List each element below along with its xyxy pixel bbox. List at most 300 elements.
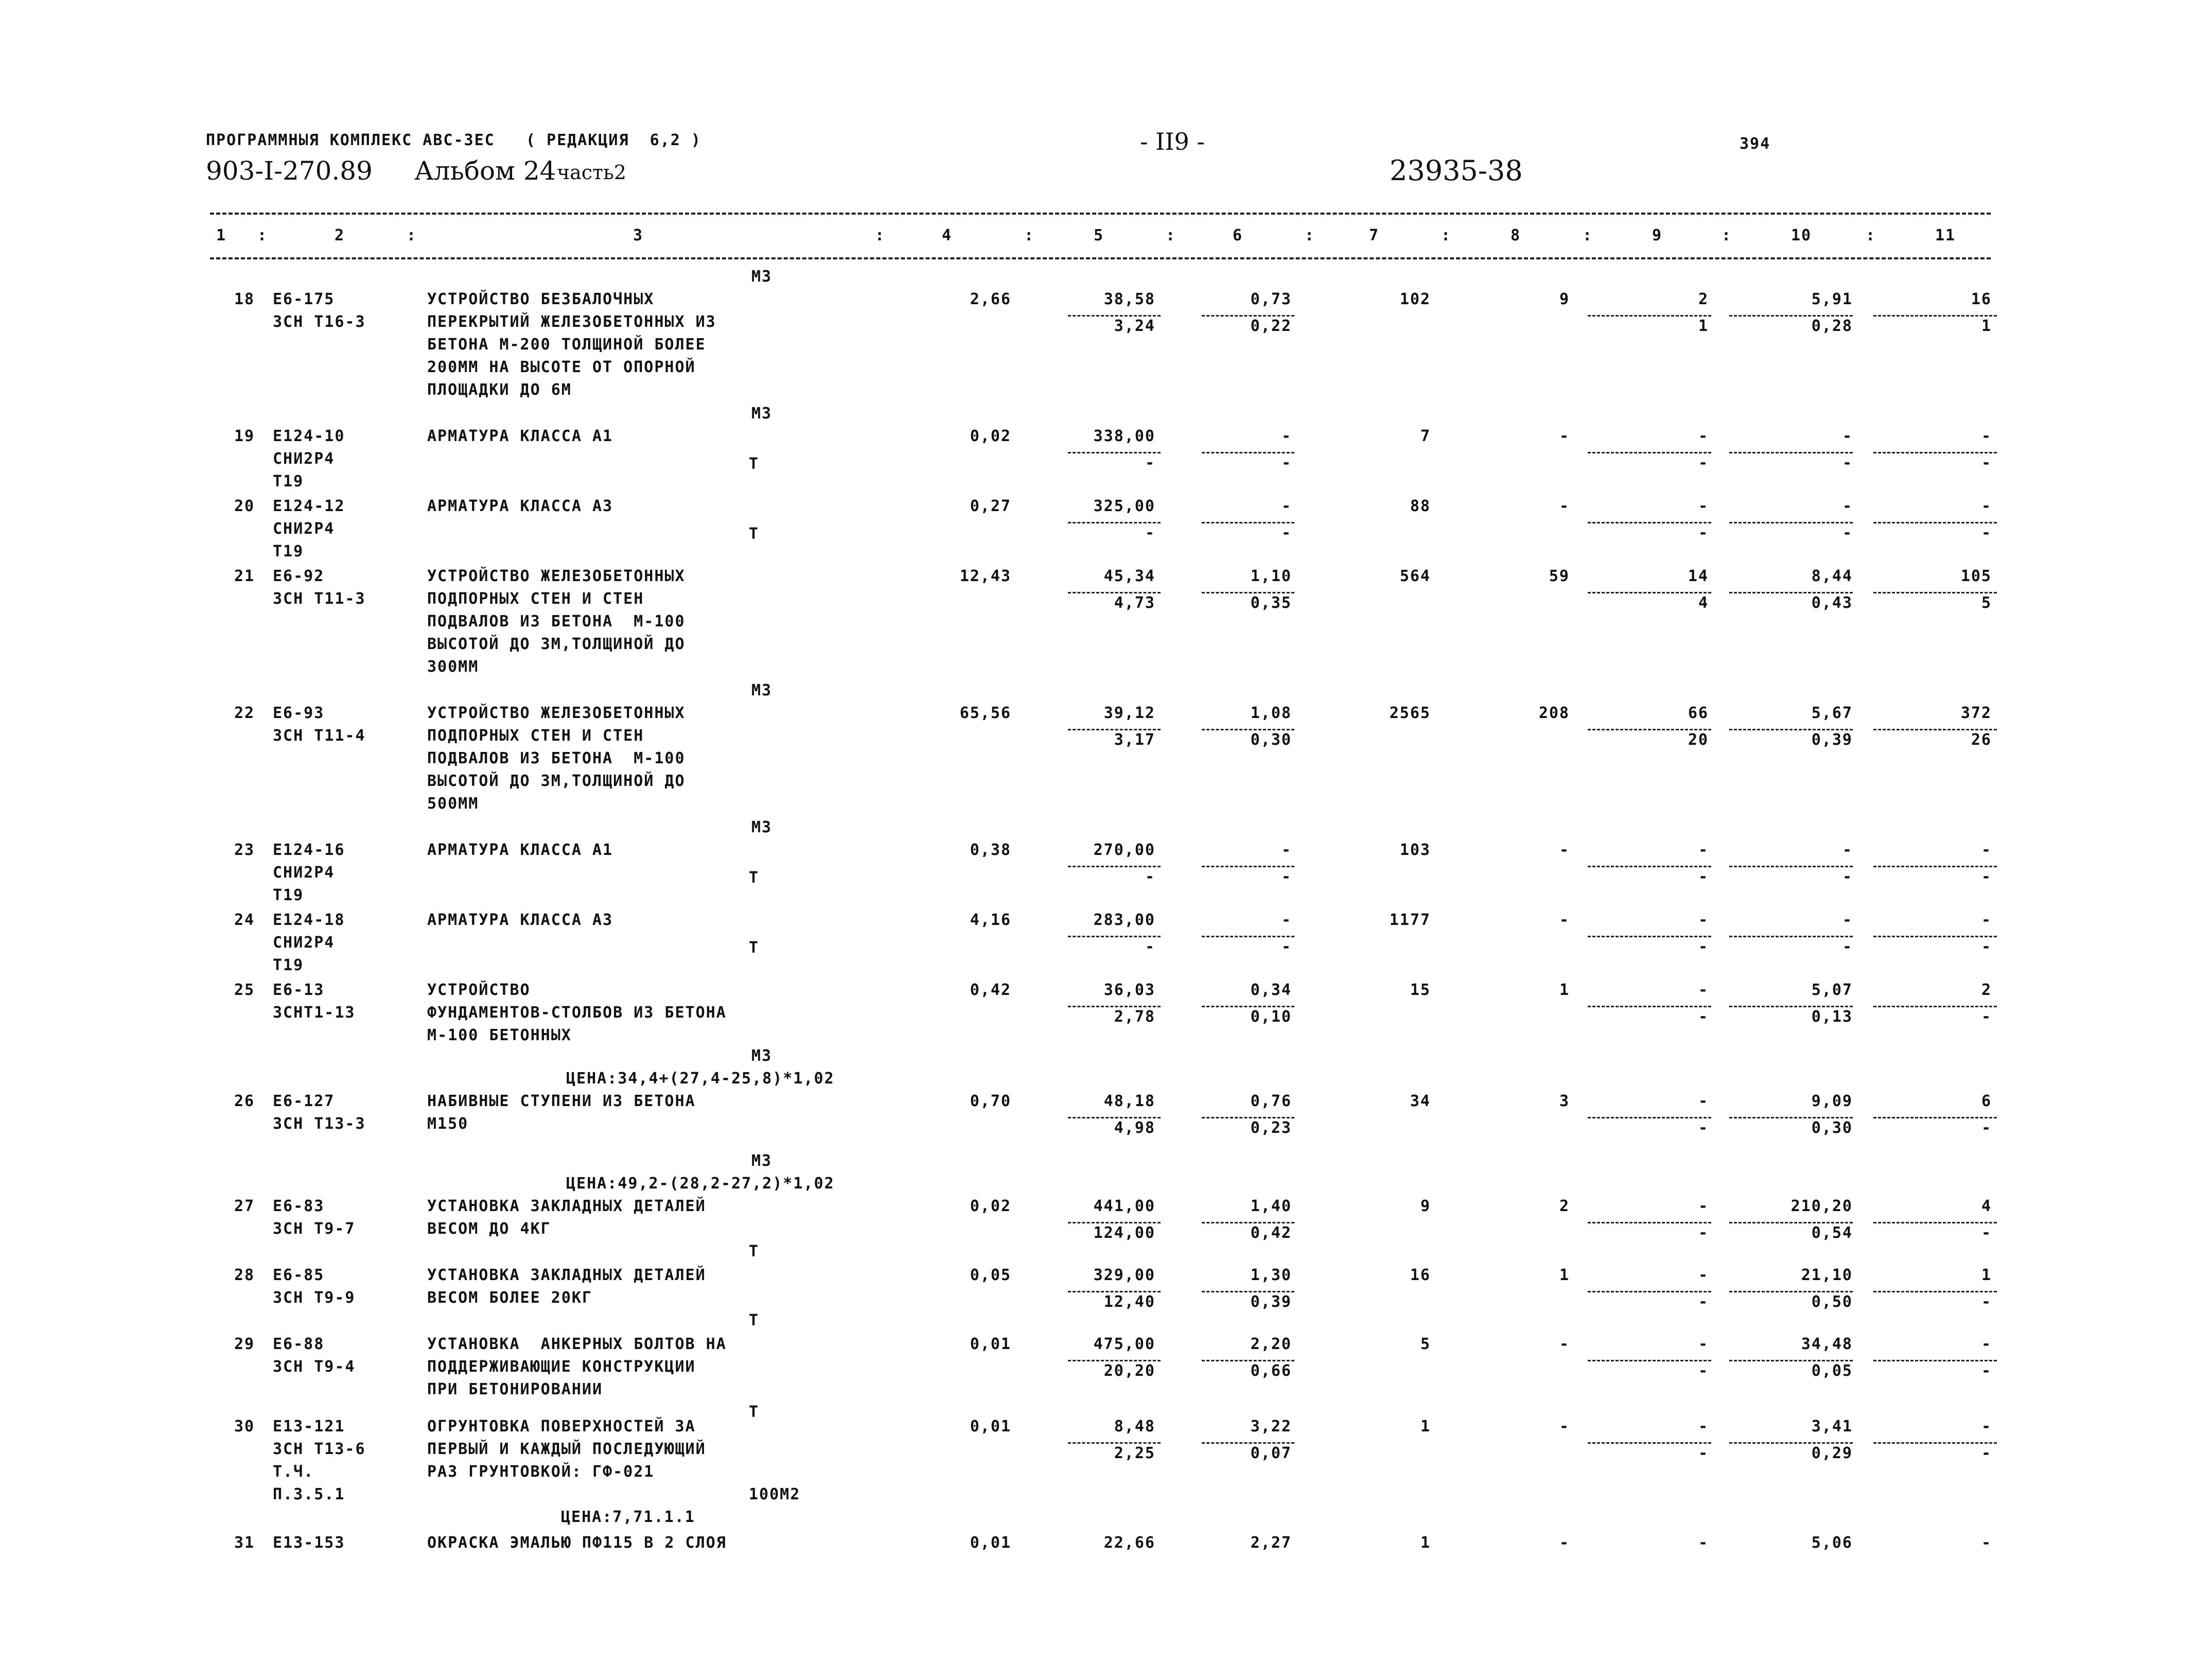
quantity: 0,05 bbox=[970, 1266, 1011, 1284]
machine-cost: - bbox=[1698, 981, 1709, 999]
total-labor: - bbox=[1981, 454, 1992, 472]
total-cost: 102 bbox=[1399, 290, 1431, 308]
rate-code: Е6-92 bbox=[273, 567, 325, 585]
total-labor: - bbox=[1981, 1444, 1992, 1462]
work-description: УСТАНОВКА ЗАКЛАДНЫХ ДЕТАЛЕЙ bbox=[427, 1197, 706, 1215]
rate-code: ЗСН Т9-7 bbox=[273, 1220, 356, 1238]
rate-code: Е6-83 bbox=[273, 1197, 325, 1215]
labor-cost: 0,30 bbox=[1811, 1119, 1853, 1137]
unit-cost-wage: - bbox=[1281, 868, 1292, 886]
part-label: часть2 bbox=[557, 161, 626, 184]
rate-code: Т19 bbox=[273, 472, 304, 491]
machine-cost: 20 bbox=[1688, 731, 1709, 749]
total-cost: 88 bbox=[1410, 497, 1431, 515]
total-wage: 9 bbox=[1559, 290, 1570, 308]
total-wage: - bbox=[1559, 1534, 1570, 1552]
work-description: М-100 БЕТОННЫХ bbox=[427, 1026, 572, 1044]
work-description: ПЕРЕКРЫТИЙ ЖЕЛЕЗОБЕТОННЫХ ИЗ bbox=[427, 313, 716, 331]
work-description: НАБИВНЫЕ СТУПЕНИ ИЗ БЕТОНА bbox=[427, 1092, 696, 1110]
column-separator: : bbox=[1166, 226, 1177, 244]
price-note: ЦЕНА:7,71.1.1 bbox=[561, 1508, 695, 1526]
unit-cost: 270,00 bbox=[1093, 841, 1155, 859]
row-number: 28 bbox=[234, 1266, 255, 1284]
unit-cost: 2,78 bbox=[1114, 1008, 1155, 1026]
total-labor: - bbox=[1981, 938, 1992, 956]
machine-cost: - bbox=[1698, 868, 1709, 886]
rate-code: Т19 bbox=[273, 886, 304, 904]
labor-cost: 0,13 bbox=[1811, 1008, 1853, 1026]
machine-cost: - bbox=[1698, 427, 1709, 445]
unit-cost: 283,00 bbox=[1093, 911, 1155, 929]
labor-cost: 21,10 bbox=[1801, 1266, 1853, 1284]
row-number: 25 bbox=[234, 981, 255, 999]
header-bottom-rule bbox=[210, 257, 1991, 259]
quantity: 0,27 bbox=[970, 497, 1011, 515]
machine-cost: - bbox=[1698, 1119, 1709, 1137]
unit-cost-wage: 0,39 bbox=[1250, 1293, 1292, 1311]
total-labor: 1 bbox=[1981, 1266, 1992, 1284]
rate-code: ЗСН Т13-6 bbox=[273, 1440, 366, 1458]
unit-label: 100М2 bbox=[749, 1485, 801, 1503]
machine-cost: - bbox=[1698, 524, 1709, 542]
labor-cost: - bbox=[1842, 868, 1853, 886]
column-separator: : bbox=[1305, 226, 1315, 244]
work-description: УСТРОЙСТВО bbox=[427, 981, 531, 999]
column-separator: : bbox=[1024, 226, 1035, 244]
rate-code: СНИ2Р4 bbox=[273, 864, 335, 882]
labor-cost: 0,39 bbox=[1811, 731, 1853, 749]
machine-cost: - bbox=[1698, 454, 1709, 472]
unit-cost: - bbox=[1145, 454, 1155, 472]
machine-cost: 1 bbox=[1698, 317, 1709, 335]
unit-cost: 3,17 bbox=[1114, 731, 1155, 749]
rate-code: Е6-85 bbox=[273, 1266, 325, 1284]
quantity: 0,38 bbox=[970, 841, 1011, 859]
row-number: 27 bbox=[234, 1197, 255, 1215]
column-header-7: 7 bbox=[1369, 226, 1380, 244]
quantity: 65,56 bbox=[959, 704, 1011, 722]
labor-cost: 9,09 bbox=[1811, 1092, 1853, 1110]
labor-cost: - bbox=[1842, 427, 1853, 445]
total-labor: 26 bbox=[1971, 731, 1992, 749]
column-separator: : bbox=[875, 226, 886, 244]
price-note: ЦЕНА:49,2-(28,2-27,2)*1,02 bbox=[566, 1175, 835, 1193]
row-number: 20 bbox=[234, 497, 255, 515]
rate-code: Е6-127 bbox=[273, 1092, 335, 1110]
machine-cost: - bbox=[1698, 1092, 1709, 1110]
work-description: ПОДДЕРЖИВАЮЩИЕ КОНСТРУКЦИИ bbox=[427, 1358, 696, 1376]
unit-label: М3 bbox=[751, 268, 773, 286]
row-number: 30 bbox=[234, 1417, 255, 1436]
unit-cost: 48,18 bbox=[1103, 1092, 1155, 1110]
unit-cost: 38,58 bbox=[1103, 290, 1155, 308]
unit-cost: 441,00 bbox=[1093, 1197, 1155, 1215]
total-wage: 1 bbox=[1559, 1266, 1570, 1284]
total-labor: - bbox=[1981, 868, 1992, 886]
total-cost: 103 bbox=[1399, 841, 1431, 859]
rate-code: Е124-10 bbox=[273, 427, 345, 445]
unit-cost-wage: - bbox=[1281, 454, 1292, 472]
total-wage: - bbox=[1559, 1335, 1570, 1353]
labor-cost: 0,43 bbox=[1811, 594, 1853, 612]
column-header-11: 11 bbox=[1935, 226, 1956, 244]
column-header-6: 6 bbox=[1233, 226, 1243, 244]
unit-cost-wage: 3,22 bbox=[1250, 1417, 1292, 1436]
total-labor: - bbox=[1981, 427, 1992, 445]
labor-cost: 0,29 bbox=[1811, 1444, 1853, 1462]
total-labor: - bbox=[1981, 841, 1992, 859]
work-description: АРМАТУРА КЛАССА А1 bbox=[427, 427, 613, 445]
rate-code: Е6-93 bbox=[273, 704, 325, 722]
work-description: АРМАТУРА КЛАССА А3 bbox=[427, 911, 613, 929]
rate-code: СНИ2Р4 bbox=[273, 450, 335, 468]
labor-cost: 210,20 bbox=[1791, 1197, 1853, 1215]
unit-cost-wage: 0,76 bbox=[1250, 1092, 1292, 1110]
total-labor: 1 bbox=[1981, 317, 1992, 335]
total-wage: - bbox=[1559, 841, 1570, 859]
rate-code: Т19 bbox=[273, 956, 304, 974]
unit-cost: - bbox=[1145, 868, 1155, 886]
unit-cost-wage: 0,66 bbox=[1250, 1362, 1292, 1380]
work-description: ПОДВАЛОВ ИЗ БЕТОНА М-100 bbox=[427, 612, 686, 631]
total-labor: - bbox=[1981, 911, 1992, 929]
work-description: ВЕСОМ БОЛЕЕ 20КГ bbox=[427, 1289, 592, 1307]
machine-cost: - bbox=[1698, 1444, 1709, 1462]
work-description: 500ММ bbox=[427, 795, 479, 813]
unit-cost: 475,00 bbox=[1093, 1335, 1155, 1353]
quantity: 0,02 bbox=[970, 1197, 1011, 1215]
unit-label: Т bbox=[749, 939, 760, 957]
unit-cost: 20,20 bbox=[1103, 1362, 1155, 1380]
work-description: 300ММ bbox=[427, 658, 479, 676]
total-wage: 59 bbox=[1549, 567, 1570, 585]
total-wage: - bbox=[1559, 1417, 1570, 1436]
work-description: РАЗ ГРУНТОВКОЙ: ГФ-021 bbox=[427, 1463, 655, 1481]
unit-cost: 39,12 bbox=[1103, 704, 1155, 722]
unit-cost-wage: 1,40 bbox=[1250, 1197, 1292, 1215]
sheet-number: 394 bbox=[1740, 135, 1771, 153]
total-wage: - bbox=[1559, 497, 1570, 515]
unit-cost-wage: 1,30 bbox=[1250, 1266, 1292, 1284]
unit-label: Т bbox=[749, 869, 760, 887]
rate-code: Е13-153 bbox=[273, 1534, 345, 1552]
unit-cost: - bbox=[1145, 938, 1155, 956]
rate-code: Т19 bbox=[273, 542, 304, 561]
machine-cost: - bbox=[1698, 841, 1709, 859]
total-labor: - bbox=[1981, 1008, 1992, 1026]
machine-cost: 4 bbox=[1698, 594, 1709, 612]
total-wage: - bbox=[1559, 427, 1570, 445]
machine-cost: - bbox=[1698, 1008, 1709, 1026]
unit-cost-wage: - bbox=[1281, 911, 1292, 929]
unit-label: Т bbox=[749, 1311, 760, 1329]
labor-cost: 5,67 bbox=[1811, 704, 1853, 722]
total-cost: 9 bbox=[1420, 1197, 1431, 1215]
total-cost: 15 bbox=[1410, 981, 1431, 999]
unit-cost-wage: - bbox=[1281, 841, 1292, 859]
machine-cost: 2 bbox=[1698, 290, 1709, 308]
work-description: БЕТОНА М-200 ТОЛЩИНОЙ БОЛЕЕ bbox=[427, 336, 706, 354]
work-description: М150 bbox=[427, 1115, 469, 1133]
machine-cost: - bbox=[1698, 1534, 1709, 1552]
unit-cost-wage: 0,10 bbox=[1250, 1008, 1292, 1026]
rate-code: СНИ2Р4 bbox=[273, 934, 335, 952]
rate-code: ЗСН Т11-3 bbox=[273, 590, 366, 608]
total-labor: 105 bbox=[1960, 567, 1992, 585]
total-cost: 564 bbox=[1399, 567, 1431, 585]
total-labor: 5 bbox=[1981, 594, 1992, 612]
unit-cost: 4,98 bbox=[1114, 1119, 1155, 1137]
total-labor: 6 bbox=[1981, 1092, 1992, 1110]
work-description: УСТРОЙСТВО ЖЕЛЕЗОБЕТОННЫХ bbox=[427, 704, 686, 722]
column-separator: : bbox=[407, 226, 417, 244]
program-header: ПРОГРАММНЫЯ КОМПЛЕКС АВС-ЗЕС ( РЕДАКЦИЯ 6,2 ) bbox=[206, 131, 701, 149]
unit-cost: - bbox=[1145, 524, 1155, 542]
total-labor: - bbox=[1981, 1335, 1992, 1353]
total-cost: 16 bbox=[1410, 1266, 1431, 1284]
unit-cost-wage: - bbox=[1281, 427, 1292, 445]
total-labor: 2 bbox=[1981, 981, 1992, 999]
unit-label: М3 bbox=[751, 1152, 773, 1170]
unit-cost-wage: 0,35 bbox=[1250, 594, 1292, 612]
rate-code: Е6-175 bbox=[273, 290, 335, 308]
labor-cost: - bbox=[1842, 841, 1853, 859]
total-cost: 1 bbox=[1420, 1534, 1431, 1552]
work-description: АРМАТУРА КЛАССА А1 bbox=[427, 841, 613, 859]
column-header-10: 10 bbox=[1791, 226, 1812, 244]
column-header-8: 8 bbox=[1511, 226, 1521, 244]
total-cost: 1 bbox=[1420, 1417, 1431, 1436]
total-labor: - bbox=[1981, 1293, 1992, 1311]
machine-cost: - bbox=[1698, 1293, 1709, 1311]
labor-cost: 34,48 bbox=[1801, 1335, 1853, 1353]
column-header-9: 9 bbox=[1652, 226, 1663, 244]
unit-cost-wage: 0,07 bbox=[1250, 1444, 1292, 1462]
project-code: 903-I-270.89 bbox=[206, 156, 373, 186]
header-top-rule bbox=[210, 213, 1991, 215]
rate-code: ЗСН Т16-3 bbox=[273, 313, 366, 331]
unit-cost-wage: 0,30 bbox=[1250, 731, 1292, 749]
labor-cost: 5,91 bbox=[1811, 290, 1853, 308]
row-number: 26 bbox=[234, 1092, 255, 1110]
column-separator: : bbox=[1441, 226, 1452, 244]
work-description: ПЛОЩАДКИ ДО 6М bbox=[427, 381, 572, 399]
unit-cost-wage: - bbox=[1281, 524, 1292, 542]
work-description: ПРИ БЕТОНИРОВАНИИ bbox=[427, 1380, 603, 1398]
unit-cost: 329,00 bbox=[1093, 1266, 1155, 1284]
unit-cost: 124,00 bbox=[1093, 1224, 1155, 1242]
labor-cost: - bbox=[1842, 454, 1853, 472]
work-description: ФУНДАМЕНТОВ-СТОЛБОВ ИЗ БЕТОНА bbox=[427, 1004, 727, 1022]
machine-cost: - bbox=[1698, 497, 1709, 515]
quantity: 0,01 bbox=[970, 1335, 1011, 1353]
column-header-2: 2 bbox=[335, 226, 345, 244]
unit-cost: 338,00 bbox=[1093, 427, 1155, 445]
total-wage: 1 bbox=[1559, 981, 1570, 999]
work-description: ВЫСОТОЙ ДО 3М,ТОЛЩИНОЙ ДО bbox=[427, 772, 686, 790]
work-description: УСТАНОВКА ЗАКЛАДНЫХ ДЕТАЛЕЙ bbox=[427, 1266, 706, 1284]
column-separator: : bbox=[257, 226, 268, 244]
total-labor: - bbox=[1981, 497, 1992, 515]
column-header-5: 5 bbox=[1094, 226, 1104, 244]
total-labor: 16 bbox=[1971, 290, 1992, 308]
unit-cost-wage: 2,20 bbox=[1250, 1335, 1292, 1353]
unit-label: Т bbox=[749, 1242, 760, 1261]
rate-code: Е124-16 bbox=[273, 841, 345, 859]
quantity: 2,66 bbox=[970, 290, 1011, 308]
machine-cost: - bbox=[1698, 1266, 1709, 1284]
unit-cost: 22,66 bbox=[1103, 1534, 1155, 1552]
work-description: АРМАТУРА КЛАССА А3 bbox=[427, 497, 613, 515]
total-cost: 1177 bbox=[1389, 911, 1431, 929]
work-description: УСТАНОВКА АНКЕРНЫХ БОЛТОВ НА bbox=[427, 1335, 727, 1353]
rate-code: Е6-88 bbox=[273, 1335, 325, 1353]
labor-cost: 0,50 bbox=[1811, 1293, 1853, 1311]
labor-cost: 3,41 bbox=[1811, 1417, 1853, 1436]
rate-code: ЗСН Т11-4 bbox=[273, 727, 366, 745]
column-header-1: 1 bbox=[216, 226, 227, 244]
work-description: ПЕРВЫЙ И КАЖДЫЙ ПОСЛЕДУЮЩИЙ bbox=[427, 1440, 706, 1458]
unit-cost-wage: - bbox=[1281, 938, 1292, 956]
total-labor: - bbox=[1981, 1534, 1992, 1552]
work-description: УСТРОЙСТВО БЕЗБАЛОЧНЫХ bbox=[427, 290, 655, 308]
machine-cost: - bbox=[1698, 1335, 1709, 1353]
unit-cost: 12,40 bbox=[1103, 1293, 1155, 1311]
labor-cost: 8,44 bbox=[1811, 567, 1853, 585]
unit-cost: 3,24 bbox=[1114, 317, 1155, 335]
work-description: ВЕСОМ ДО 4КГ bbox=[427, 1220, 551, 1238]
labor-cost: - bbox=[1842, 938, 1853, 956]
column-separator: : bbox=[1722, 226, 1732, 244]
machine-cost: - bbox=[1698, 1197, 1709, 1215]
machine-cost: 66 bbox=[1688, 704, 1709, 722]
rate-code: Е124-12 bbox=[273, 497, 345, 515]
unit-cost-wage: 0,23 bbox=[1250, 1119, 1292, 1137]
unit-cost: 325,00 bbox=[1093, 497, 1155, 515]
unit-cost: 2,25 bbox=[1114, 1444, 1155, 1462]
rate-code: Е6-13 bbox=[273, 981, 325, 999]
quantity: 0,02 bbox=[970, 427, 1011, 445]
work-description: ОГРУНТОВКА ПОВЕРХНОСТЕЙ ЗА bbox=[427, 1417, 696, 1436]
unit-cost-wage: 0,42 bbox=[1250, 1224, 1292, 1242]
unit-label: М3 bbox=[751, 405, 773, 423]
rate-code: П.3.5.1 bbox=[273, 1485, 345, 1503]
quantity: 4,16 bbox=[970, 911, 1011, 929]
unit-label: М3 bbox=[751, 1047, 773, 1065]
quantity: 0,01 bbox=[970, 1417, 1011, 1436]
quantity: 12,43 bbox=[959, 567, 1011, 585]
labor-cost: 5,07 bbox=[1811, 981, 1853, 999]
labor-cost: 5,06 bbox=[1811, 1534, 1853, 1552]
work-description: ПОДПОРНЫХ СТЕН И СТЕН bbox=[427, 727, 644, 745]
unit-cost-wage: 0,34 bbox=[1250, 981, 1292, 999]
rate-code: ЗСНТ1-13 bbox=[273, 1004, 356, 1022]
work-description: ВЫСОТОЙ ДО 3М,ТОЛЩИНОЙ ДО bbox=[427, 635, 686, 653]
quantity: 0,01 bbox=[970, 1534, 1011, 1552]
column-separator: : bbox=[1866, 226, 1876, 244]
total-labor: - bbox=[1981, 1417, 1992, 1436]
unit-cost: 4,73 bbox=[1114, 594, 1155, 612]
work-description: 200ММ НА ВЫСОТЕ ОТ ОПОРНОЙ bbox=[427, 358, 696, 376]
row-number: 29 bbox=[234, 1335, 255, 1353]
unit-cost: 8,48 bbox=[1114, 1417, 1155, 1436]
total-wage: 3 bbox=[1559, 1092, 1570, 1110]
machine-cost: - bbox=[1698, 1362, 1709, 1380]
total-labor: - bbox=[1981, 1362, 1992, 1380]
unit-cost-wage: - bbox=[1281, 497, 1292, 515]
row-number: 22 bbox=[234, 704, 255, 722]
rate-code: ЗСН Т9-9 bbox=[273, 1289, 356, 1307]
labor-cost: - bbox=[1842, 911, 1853, 929]
unit-label: Т bbox=[749, 1403, 760, 1421]
machine-cost: - bbox=[1698, 938, 1709, 956]
work-description: ПОДВАЛОВ ИЗ БЕТОНА М-100 bbox=[427, 749, 686, 767]
total-labor: - bbox=[1981, 1224, 1992, 1242]
column-header-3: 3 bbox=[633, 226, 644, 244]
row-number: 23 bbox=[234, 841, 255, 859]
rate-code: ЗСН Т13-3 bbox=[273, 1115, 366, 1133]
total-labor: - bbox=[1981, 1119, 1992, 1137]
labor-cost: 0,54 bbox=[1811, 1224, 1853, 1242]
page-number: - II9 - bbox=[1140, 128, 1205, 155]
unit-cost-wage: 1,08 bbox=[1250, 704, 1292, 722]
unit-label: Т bbox=[749, 455, 760, 473]
total-cost: 5 bbox=[1420, 1335, 1431, 1353]
unit-cost-wage: 0,73 bbox=[1250, 290, 1292, 308]
machine-cost: 14 bbox=[1688, 567, 1709, 585]
row-number: 21 bbox=[234, 567, 255, 585]
unit-label: М3 bbox=[751, 818, 773, 836]
total-wage: - bbox=[1559, 911, 1570, 929]
machine-cost: - bbox=[1698, 1417, 1709, 1436]
total-labor: 4 bbox=[1981, 1197, 1992, 1215]
unit-cost: 36,03 bbox=[1103, 981, 1155, 999]
labor-cost: 0,05 bbox=[1811, 1362, 1853, 1380]
rate-code: Е13-121 bbox=[273, 1417, 345, 1436]
total-cost: 7 bbox=[1420, 427, 1431, 445]
labor-cost: - bbox=[1842, 524, 1853, 542]
row-number: 24 bbox=[234, 911, 255, 929]
unit-cost-wage: 0,22 bbox=[1250, 317, 1292, 335]
total-labor: - bbox=[1981, 524, 1992, 542]
document-number: 23935-38 bbox=[1390, 154, 1523, 187]
quantity: 0,70 bbox=[970, 1092, 1011, 1110]
unit-cost-wage: 1,10 bbox=[1250, 567, 1292, 585]
total-labor: 372 bbox=[1960, 704, 1992, 722]
total-cost: 34 bbox=[1410, 1092, 1431, 1110]
labor-cost: - bbox=[1842, 497, 1853, 515]
total-wage: 2 bbox=[1559, 1197, 1570, 1215]
row-number: 31 bbox=[234, 1534, 255, 1552]
unit-label: Т bbox=[749, 525, 760, 543]
row-number: 19 bbox=[234, 427, 255, 445]
quantity: 0,42 bbox=[970, 981, 1011, 999]
unit-cost: 45,34 bbox=[1103, 567, 1155, 585]
album-label: Альбом 24 bbox=[414, 156, 556, 186]
work-description: ОКРАСКА ЭМАЛЬЮ ПФ115 В 2 СЛОЯ bbox=[427, 1534, 727, 1552]
work-description: ПОДПОРНЫХ СТЕН И СТЕН bbox=[427, 590, 644, 608]
total-cost: 2565 bbox=[1389, 704, 1431, 722]
row-number: 18 bbox=[234, 290, 255, 308]
price-note: ЦЕНА:34,4+(27,4-25,8)*1,02 bbox=[566, 1070, 835, 1088]
rate-code: ЗСН Т9-4 bbox=[273, 1358, 356, 1376]
machine-cost: - bbox=[1698, 911, 1709, 929]
unit-cost-wage: 2,27 bbox=[1250, 1534, 1292, 1552]
rate-code: СНИ2Р4 bbox=[273, 520, 335, 538]
work-description: УСТРОЙСТВО ЖЕЛЕЗОБЕТОННЫХ bbox=[427, 567, 686, 585]
labor-cost: 0,28 bbox=[1811, 317, 1853, 335]
total-wage: 208 bbox=[1538, 704, 1570, 722]
